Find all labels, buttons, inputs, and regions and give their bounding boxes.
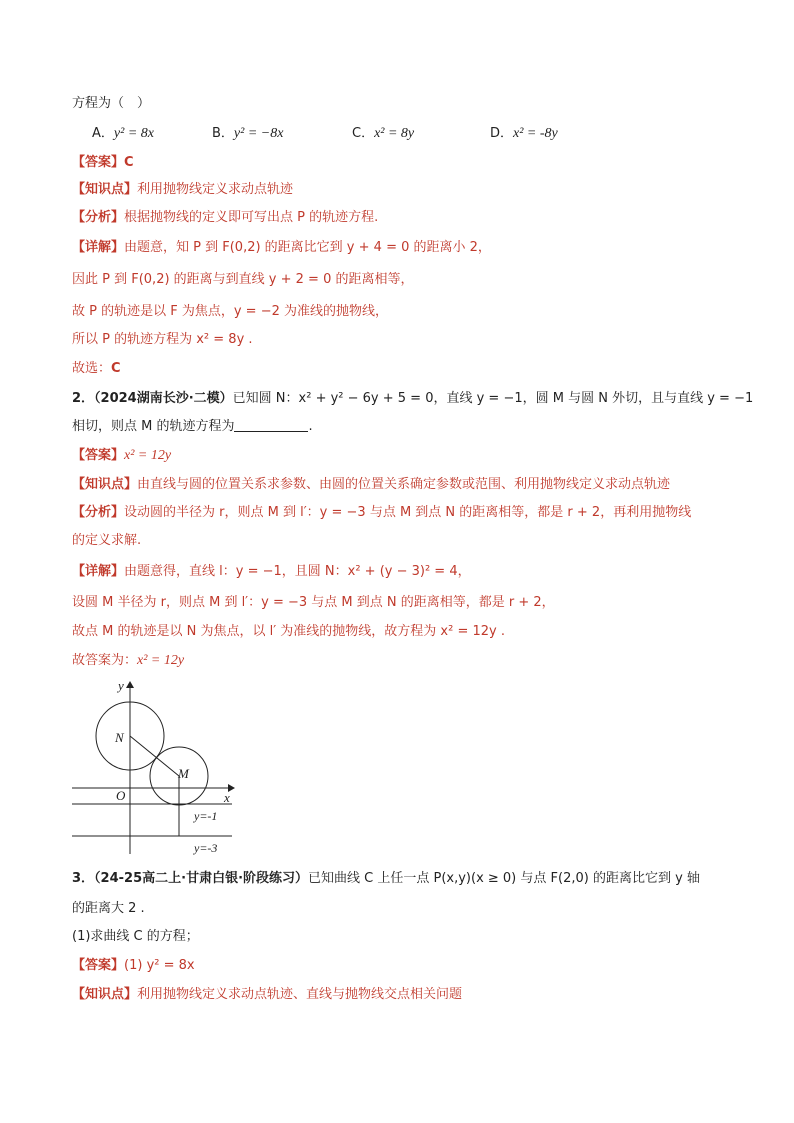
q1-analysis: 【分析】根据抛物线的定义即可写出点 P 的轨迹方程. — [72, 210, 379, 225]
q2-analysis-line-2: 的定义求解. — [72, 533, 142, 548]
q1-choice: 故选：C — [72, 361, 121, 376]
q1-knowledge: 【知识点】利用抛物线定义求动点轨迹 — [72, 182, 294, 197]
q2-answer: 【答案】x² = 12y — [72, 448, 172, 463]
segment-nm — [130, 736, 179, 776]
q2-figure — [70, 676, 240, 856]
q2-detail-line-3: 故点 M 的轨迹是以 N 为焦点，以 l′ 为准线的抛物线，故方程为 x² = 12y . — [72, 624, 505, 639]
q2-stem-line-1: 2．（2024湖南长沙·二模）已知圆 N：x² + y² − 6y + 5 = 0，直线 y = −1，圆 M 与圆 N 外切，且与直线 y = −1 — [72, 391, 754, 406]
point-n-label: N — [115, 730, 124, 745]
q3-stem-line-1: 3．（24-25高二上·甘肃白银·阶段练习）已知曲线 C 上任一点 P(x,y)(x ≥ 0) 与点 F(2,0) 的距离比它到 y 轴 — [72, 871, 700, 886]
line-1-label: y=-1 — [194, 809, 218, 823]
x-axis-label: x — [224, 790, 230, 805]
q1-option-d: D．x² = -8y — [490, 126, 558, 141]
q2-result: 故答案为：x² = 12y — [72, 653, 185, 668]
q1-detail-line-1: 【详解】由题意，知 P 到 F(0,2) 的距离比它到 y + 4 = 0 的距离小 2， — [72, 240, 491, 255]
q2-detail-line-2: 设圆 M 半径为 r，则点 M 到 l′：y = −3 与点 M 到点 N 的距离相等，都是 r + 2， — [72, 595, 555, 610]
point-m-label: M — [178, 766, 189, 781]
q2-knowledge: 【知识点】由直线与圆的位置关系求参数、由圆的位置关系确定参数或范围、利用抛物线定义求动点轨迹 — [72, 477, 671, 492]
q2-detail-line-1: 【详解】由题意得，直线 l：y = −1，且圆 N：x² + (y − 3)² = 4， — [72, 564, 471, 579]
origin-label: O — [116, 788, 126, 803]
q1-detail-line-3: 故 P 的轨迹是以 F 为焦点，y = −2 为准线的抛物线， — [72, 304, 388, 319]
q1-option-b: B．y² = −8x — [212, 126, 284, 141]
q1-detail-line-2: 因此 P 到 F(0,2) 的距离与到直线 y + 2 = 0 的距离相等， — [72, 272, 414, 287]
y-axis-label: y — [118, 678, 124, 693]
q3-knowledge: 【知识点】利用抛物线定义求动点轨迹、直线与抛物线交点相关问题 — [72, 987, 463, 1002]
q3-stem-line-2: 的距离大 2 . — [72, 901, 145, 916]
q1-detail-line-4: 所以 P 的轨迹方程为 x² = 8y . — [72, 332, 253, 347]
q3-answer: 【答案】(1) y² = 8x — [72, 958, 195, 973]
q1-answer: 【答案】C — [72, 155, 134, 170]
q1-stem-tail: 方程为（ ） — [72, 96, 151, 111]
q2-answer-blank — [234, 417, 308, 432]
line-2-label: y=-3 — [194, 841, 218, 855]
q2-analysis-line-1: 【分析】设动圆的半径为 r，则点 M 到 l′：y = −3 与点 M 到点 N 的距离相等，都是 r + 2，再利用抛物线 — [72, 505, 692, 520]
q1-option-c: C．x² = 8y — [352, 126, 415, 141]
q2-stem-line-2: 相切，则点 M 的轨迹方程为 . — [72, 419, 313, 434]
q3-sub-question-1: (1)求曲线 C 的方程； — [72, 929, 199, 944]
q1-option-a: A．y² = 8x — [92, 126, 154, 141]
